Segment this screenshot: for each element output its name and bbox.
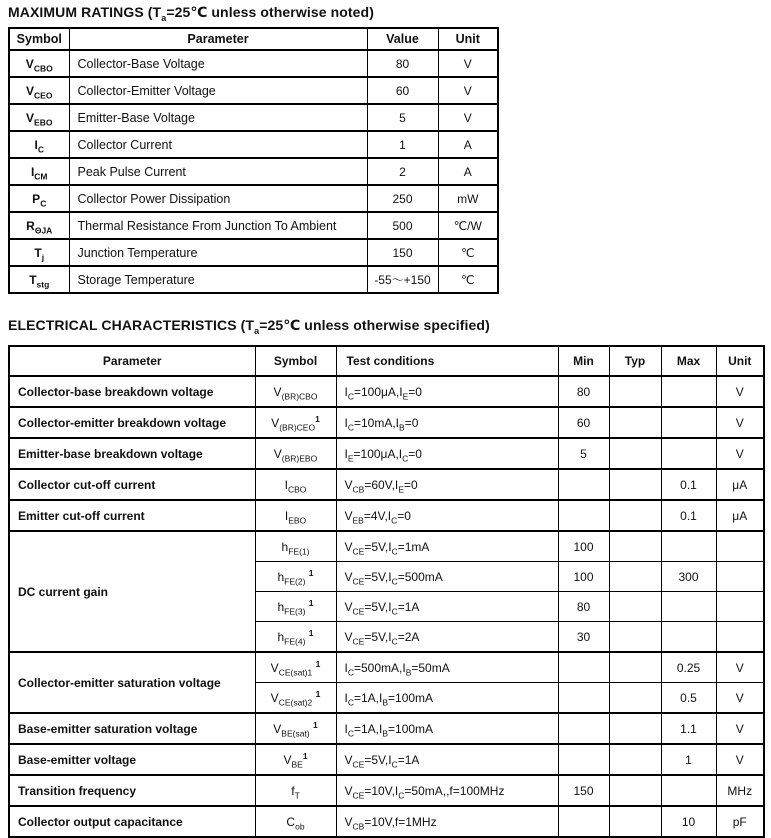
- cell-unit: A: [438, 158, 498, 185]
- cell-typ: [609, 652, 661, 683]
- col-header-symbol: Symbol: [255, 346, 336, 376]
- cell-value: 1: [367, 131, 438, 158]
- cell-max: 10: [661, 806, 716, 837]
- cell-symbol: $I_{CBO}$: [255, 469, 336, 500]
- cell-value: 80: [367, 50, 438, 77]
- electrical-header: [9, 346, 764, 376]
- cell-test-conditions: $V_{CB}=10V,f=1MHz$: [336, 806, 558, 837]
- cell-max: 0.1: [661, 469, 716, 500]
- cell-unit: V: [438, 77, 498, 104]
- electrical-table: [8, 345, 765, 838]
- cell-parameter: Transition frequency: [9, 775, 255, 806]
- cell-max: 300: [661, 562, 716, 592]
- cell-typ: [609, 562, 661, 592]
- cell-unit: V: [716, 652, 764, 683]
- cell-max: 1.1: [661, 713, 716, 744]
- cell-parameter: Collector-Emitter Voltage: [69, 77, 367, 104]
- table-row: [9, 531, 764, 562]
- col-header-parameter: Parameter: [69, 28, 367, 50]
- table-row: [9, 652, 764, 683]
- col-header-unit: Unit: [438, 28, 498, 50]
- cell-parameter: Collector-emitter breakdown voltage: [9, 407, 255, 438]
- cell-parameter: Collector Current: [69, 131, 367, 158]
- cell-parameter: Collector-emitter saturation voltage: [9, 652, 255, 713]
- cell-typ: [609, 469, 661, 500]
- cell-symbol: $V_{BE}^1$: [255, 744, 336, 775]
- table-row: [9, 407, 764, 438]
- cell-unit: A: [438, 131, 498, 158]
- cell-min: [558, 652, 609, 683]
- cell-typ: [609, 775, 661, 806]
- cell-typ: [609, 592, 661, 622]
- cell-unit: [716, 562, 764, 592]
- cell-test-conditions: $I_C=500mA,I_B=50mA$: [336, 652, 558, 683]
- cell-test-conditions: $I_C=100\mu A,I_E=0$: [336, 376, 558, 407]
- table-row: [9, 266, 498, 293]
- cell-symbol: $V_{(BR)CEO}^1$: [255, 407, 336, 438]
- cell-symbol: $V_{(BR)EBO}$: [255, 438, 336, 469]
- table-row: [9, 438, 764, 469]
- cell-unit: ℃: [438, 266, 498, 293]
- table-row: [9, 713, 764, 744]
- cell-test-conditions: $V_{CE}=5V,I_C=2A$: [336, 622, 558, 653]
- cell-symbol: $I_C$: [9, 131, 69, 158]
- cell-test-conditions: $I_E=100\mu A,I_C=0$: [336, 438, 558, 469]
- table-row: [9, 806, 764, 837]
- cell-min: 5: [558, 438, 609, 469]
- cell-parameter: Base-emitter voltage: [9, 744, 255, 775]
- cell-min: [558, 469, 609, 500]
- cell-unit: V: [716, 713, 764, 744]
- cell-parameter: DC current gain: [9, 531, 255, 652]
- table-row: [9, 469, 764, 500]
- cell-unit: ℃/W: [438, 212, 498, 239]
- col-header-value: Value: [367, 28, 438, 50]
- col-header-parameter: Parameter: [9, 346, 255, 376]
- cell-symbol: $V_{BE(sat)}$ $^1$: [255, 713, 336, 744]
- cell-typ: [609, 531, 661, 562]
- cell-max: [661, 622, 716, 653]
- cell-unit: V: [716, 407, 764, 438]
- cell-test-conditions: $I_C=1A,I_B=100mA$: [336, 713, 558, 744]
- cell-min: 80: [558, 376, 609, 407]
- cell-min: 80: [558, 592, 609, 622]
- cell-symbol: $R_{\Theta JA}$: [9, 212, 69, 239]
- cell-test-conditions: $V_{EB}=4V,I_C=0$: [336, 500, 558, 531]
- cell-symbol: $h_{FE(2)}$ $^1$: [255, 562, 336, 592]
- table-row: [9, 775, 764, 806]
- cell-symbol: $f_T$: [255, 775, 336, 806]
- table-row: [9, 500, 764, 531]
- cell-parameter: Collector-base breakdown voltage: [9, 376, 255, 407]
- cell-max: [661, 531, 716, 562]
- cell-max: [661, 592, 716, 622]
- cell-typ: [609, 407, 661, 438]
- max-ratings-table: [8, 27, 499, 294]
- cell-unit: V: [438, 50, 498, 77]
- cell-symbol: $V_{CE(sat)2}$ $^1$: [255, 683, 336, 714]
- cell-symbol: $I_{EBO}$: [255, 500, 336, 531]
- cell-parameter: Thermal Resistance From Junction To Ambient: [69, 212, 367, 239]
- cell-parameter: Emitter cut-off current: [9, 500, 255, 531]
- header-row: [9, 346, 764, 376]
- cell-symbol: $V_{(BR)CBO}$: [255, 376, 336, 407]
- cell-min: 60: [558, 407, 609, 438]
- cell-test-conditions: $V_{CB}=60V,I_E=0$: [336, 469, 558, 500]
- cell-test-conditions: $V_{CE}=10V,I_C=50mA,,f=100MHz$: [336, 775, 558, 806]
- cell-max: [661, 376, 716, 407]
- cell-max: 1: [661, 744, 716, 775]
- cell-unit: V: [716, 376, 764, 407]
- table-row: [9, 744, 764, 775]
- col-header-test-conditions: Test conditions: [336, 346, 558, 376]
- cell-symbol: $T_j$: [9, 239, 69, 266]
- cell-parameter: Storage Temperature: [69, 266, 367, 293]
- cell-typ: [609, 500, 661, 531]
- cell-unit: pF: [716, 806, 764, 837]
- cell-test-conditions: $V_{CE}=5V,I_C=1mA$: [336, 531, 558, 562]
- cell-parameter: Emitter-base breakdown voltage: [9, 438, 255, 469]
- table-row: [9, 212, 498, 239]
- cell-symbol: $V_{CBO}$: [9, 50, 69, 77]
- cell-typ: [609, 806, 661, 837]
- cell-parameter: Collector-Base Voltage: [69, 50, 367, 77]
- cell-unit: μA: [716, 469, 764, 500]
- table-row: [9, 239, 498, 266]
- cell-parameter: Collector Power Dissipation: [69, 185, 367, 212]
- cell-min: 30: [558, 622, 609, 653]
- cell-unit: mW: [438, 185, 498, 212]
- cell-unit: V: [438, 104, 498, 131]
- cell-typ: [609, 622, 661, 653]
- cell-value: 150: [367, 239, 438, 266]
- table-row: [9, 50, 498, 77]
- cell-min: 100: [558, 562, 609, 592]
- cell-symbol: $C_{ob}$: [255, 806, 336, 837]
- table-row: [9, 376, 764, 407]
- max-ratings-header: [9, 28, 498, 50]
- table-row: [9, 131, 498, 158]
- cell-unit: [716, 531, 764, 562]
- cell-unit: [716, 622, 764, 653]
- cell-symbol: $h_{FE(1)}$: [255, 531, 336, 562]
- cell-min: [558, 713, 609, 744]
- cell-max: 0.25: [661, 652, 716, 683]
- cell-symbol: $V_{CE(sat)1}$ $^1$: [255, 652, 336, 683]
- cell-value: 250: [367, 185, 438, 212]
- cell-max: [661, 438, 716, 469]
- cell-symbol: $V_{EBO}$: [9, 104, 69, 131]
- electrical-title: ELECTRICAL CHARACTERISTICS ($T_a=25℃$ unless otherwise specified): [8, 317, 490, 336]
- cell-unit: μA: [716, 500, 764, 531]
- cell-parameter: Junction Temperature: [69, 239, 367, 266]
- table-row: [9, 104, 498, 131]
- max-ratings-title: MAXIMUM RATINGS ($T_a=25℃$ unless otherwise noted): [8, 4, 374, 23]
- cell-unit: V: [716, 683, 764, 714]
- cell-typ: [609, 376, 661, 407]
- cell-test-conditions: $V_{CE}=5V,I_C=1A$: [336, 744, 558, 775]
- cell-parameter: Peak Pulse Current: [69, 158, 367, 185]
- cell-test-conditions: $I_C=1A,I_B=100mA$: [336, 683, 558, 714]
- cell-symbol: $I_{CM}$: [9, 158, 69, 185]
- cell-symbol: $h_{FE(4)}$ $^1$: [255, 622, 336, 653]
- cell-test-conditions: $V_{CE}=5V,I_C=500mA$: [336, 562, 558, 592]
- cell-symbol: $P_C$: [9, 185, 69, 212]
- cell-value: 2: [367, 158, 438, 185]
- col-header-unit: Unit: [716, 346, 764, 376]
- cell-parameter: Base-emitter saturation voltage: [9, 713, 255, 744]
- cell-min: [558, 744, 609, 775]
- cell-typ: [609, 713, 661, 744]
- cell-value: 5: [367, 104, 438, 131]
- cell-test-conditions: $V_{CE}=5V,I_C=1A$: [336, 592, 558, 622]
- cell-max: [661, 775, 716, 806]
- cell-symbol: $V_{CEO}$: [9, 77, 69, 104]
- cell-max: 0.1: [661, 500, 716, 531]
- cell-min: [558, 683, 609, 714]
- cell-unit: [716, 592, 764, 622]
- cell-typ: [609, 438, 661, 469]
- cell-value: 60: [367, 77, 438, 104]
- cell-min: 100: [558, 531, 609, 562]
- cell-max: [661, 407, 716, 438]
- cell-parameter: Emitter-Base Voltage: [69, 104, 367, 131]
- cell-min: [558, 806, 609, 837]
- cell-typ: [609, 683, 661, 714]
- col-header-max: Max: [661, 346, 716, 376]
- table-row: [9, 185, 498, 212]
- col-header-min: Min: [558, 346, 609, 376]
- cell-min: [558, 500, 609, 531]
- cell-max: 0.5: [661, 683, 716, 714]
- cell-parameter: Collector cut-off current: [9, 469, 255, 500]
- cell-symbol: $T_{stg}$: [9, 266, 69, 293]
- cell-unit: V: [716, 438, 764, 469]
- cell-min: 150: [558, 775, 609, 806]
- table-row: [9, 158, 498, 185]
- cell-unit: MHz: [716, 775, 764, 806]
- table-row: [9, 77, 498, 104]
- cell-parameter: Collector output capacitance: [9, 806, 255, 837]
- cell-unit: V: [716, 744, 764, 775]
- cell-value: 500: [367, 212, 438, 239]
- cell-typ: [609, 744, 661, 775]
- cell-unit: ℃: [438, 239, 498, 266]
- cell-symbol: $h_{FE(3)}$ $^1$: [255, 592, 336, 622]
- col-header-symbol: Symbol: [9, 28, 69, 50]
- col-header-typ: Typ: [609, 346, 661, 376]
- header-row: [9, 28, 498, 50]
- cell-test-conditions: $I_C=10mA,I_B=0$: [336, 407, 558, 438]
- cell-value: -55～+150: [367, 266, 438, 293]
